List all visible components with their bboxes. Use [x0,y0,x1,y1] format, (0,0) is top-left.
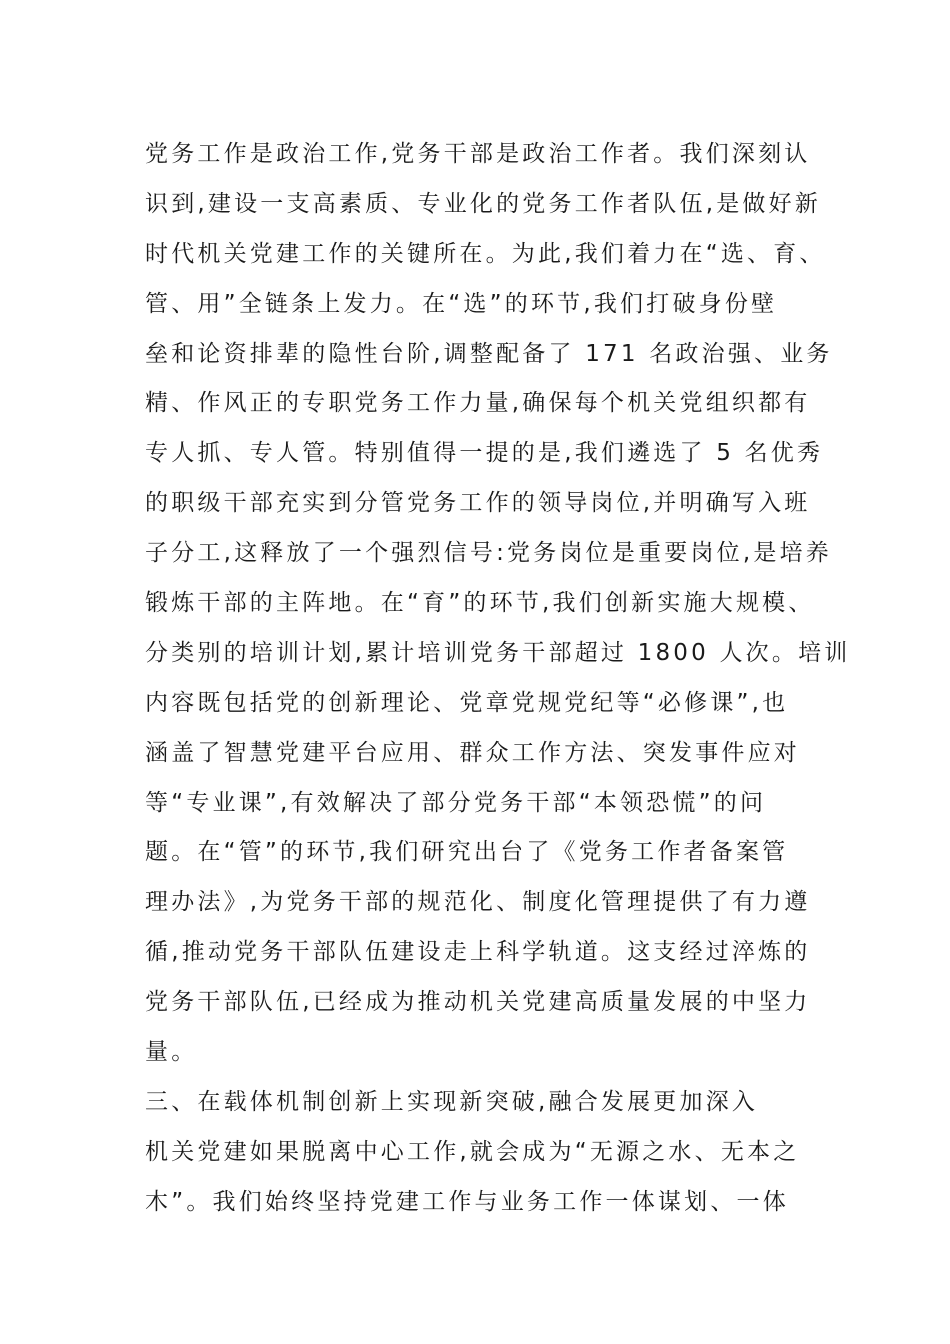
paragraph-line: 等“专业课”,有效解决了部分党务干部“本领恐慌”的问 [145,789,767,816]
paragraph-line: 子分工,这释放了一个强烈信号:党务岗位是重要岗位,是培养 [145,540,832,567]
paragraph-line: 机关党建如果脱离中心工作,就会成为“无源之水、无本之 [145,1138,800,1165]
paragraph-line: 垒和论资排辈的隐性台阶,调整配备了 171 名政治强、业务 [145,340,833,367]
paragraph-line: 时代机关党建工作的关键所在。为此,我们着力在“选、育、 [145,240,826,267]
paragraph-line: 分类别的培训计划,累计培训党务干部超过 1800 人次。培训 [145,639,851,666]
paragraph-line: 理办法》,为党务干部的规范化、制度化管理提供了有力遵 [145,889,811,916]
document-body [145,130,851,1228]
paragraph-line: 专人抓、专人管。特别值得一提的是,我们遴选了 5 名优秀 [145,440,824,467]
section-heading: 三、在载体机制创新上实现新突破,融合发展更加深入 [145,1088,759,1115]
paragraph-line: 的职级干部充实到分管党务工作的领导岗位,并明确写入班 [145,490,811,517]
paragraph-line: 识到,建设一支高素质、专业化的党务工作者队伍,是做好新 [145,190,822,217]
paragraph-line: 精、作风正的专职党务工作力量,确保每个机关党组织都有 [145,390,811,417]
paragraph-line: 题。在“管”的环节,我们研究出台了《党务工作者备案管 [145,839,789,866]
paragraph-line: 量。 [145,1039,198,1066]
paragraph-line: 管、用”全链条上发力。在“选”的环节,我们打破身份壁 [145,290,778,317]
paragraph-line: 锻炼干部的主阵地。在“育”的环节,我们创新实施大规模、 [145,590,815,617]
paragraph-line: 内容既包括党的创新理论、党章党规党纪等“必修课”,也 [145,689,789,716]
paragraph-line: 党务工作是政治工作,党务干部是政治工作者。我们深刻认 [145,141,811,167]
paragraph-line: 循,推动党务干部队伍建设走上科学轨道。这支经过淬炼的 [145,939,811,966]
paragraph-line: 涵盖了智慧党建平台应用、群众工作方法、突发事件应对 [145,739,800,766]
paragraph-line: 党务干部队伍,已经成为推动机关党建高质量发展的中坚力 [145,989,811,1016]
paragraph-line: 木”。我们始终坚持党建工作与业务工作一体谋划、一体 [145,1188,789,1215]
